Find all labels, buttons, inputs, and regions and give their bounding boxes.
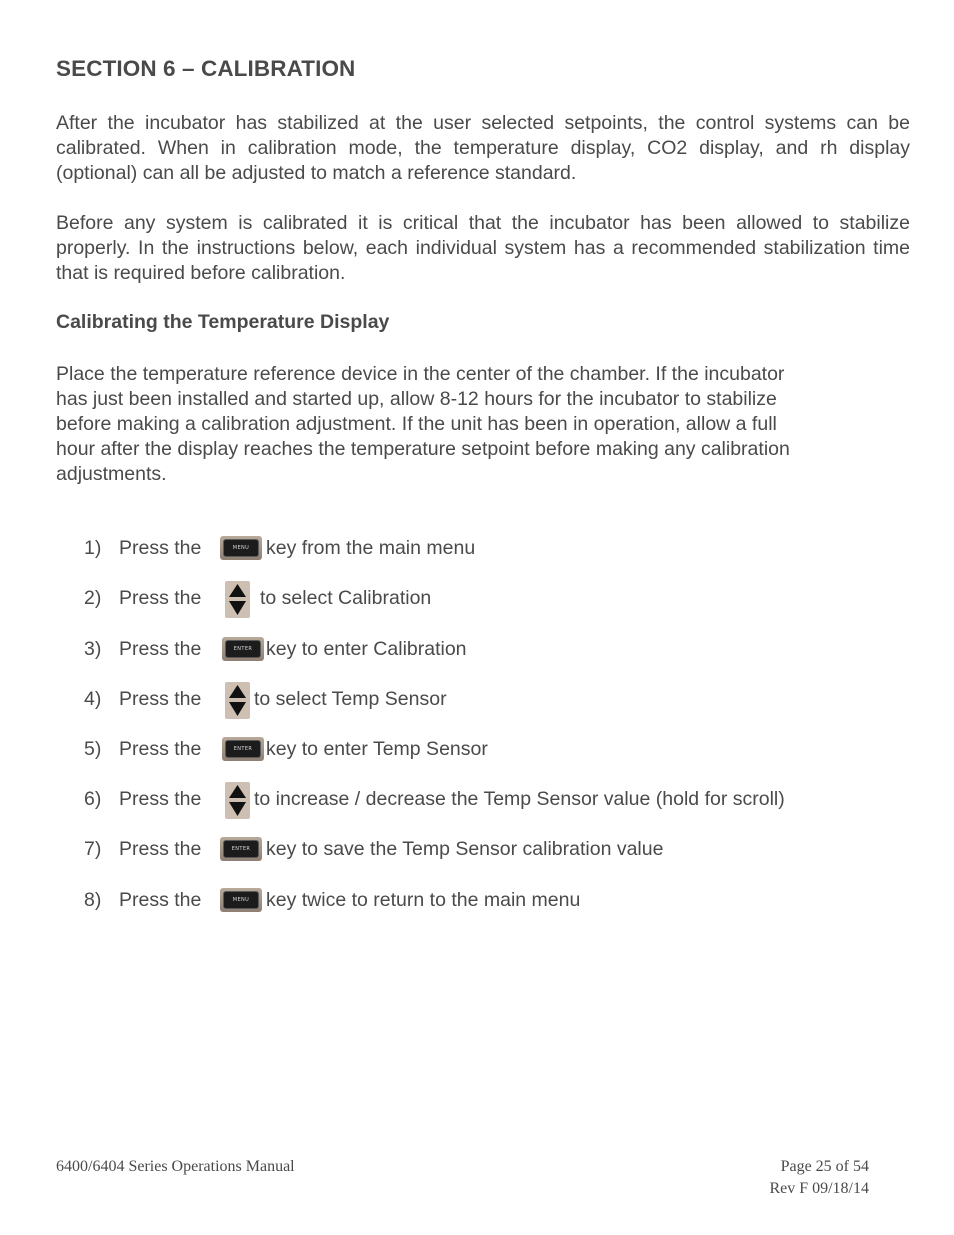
- up-down-arrow-icon: [225, 682, 250, 719]
- placement-line-5: adjustments.: [56, 463, 167, 485]
- step-text: key twice to return to the main menu: [266, 889, 581, 911]
- step-item: [0, 680, 954, 720]
- footer-page-number: Page 25 of 54: [780, 1158, 869, 1175]
- step-item: [0, 830, 954, 870]
- step-text: key to save the Temp Sensor calibration value: [266, 838, 664, 860]
- footer-manual-title: 6400/6404 Series Operations Manual: [56, 1158, 295, 1175]
- step-item: [0, 881, 954, 921]
- intro-paragraph: After the incubator has stabilized at the user selected setpoints, the control systems can be calibrated. When in calibration mode, the temperature display, CO2 display, and rh display (optional) can all be adjusted to match a reference standard.: [56, 112, 910, 184]
- step-number: 3): [84, 638, 102, 660]
- menu-key-icon: [220, 536, 262, 560]
- enter-key-icon: [220, 837, 262, 861]
- step-number: 1): [84, 537, 102, 559]
- stabilize-paragraph: Before any system is calibrated it is critical that the incubator has been allowed to stabilize properly. In the instructions below, each individual system has a recommended stabilization time that is required before calibration.: [56, 212, 910, 284]
- enter-key-icon: [222, 637, 264, 661]
- step-text: key to enter Temp Sensor: [266, 738, 488, 760]
- placement-line-1: Place the temperature reference device in the center of the chamber. If the incubator: [56, 363, 785, 385]
- section-title: SECTION 6 – CALIBRATION: [56, 56, 356, 81]
- placement-line-2: has just been installed and started up, allow 8-12 hours for the incubator to stabilize: [56, 388, 777, 410]
- up-down-arrow-icon: [225, 782, 250, 819]
- step-number: 4): [84, 688, 102, 710]
- enter-key-label: ENTER: [233, 746, 253, 752]
- placement-line-3: before making a calibration adjustment. If the unit has been in operation, allow a full: [56, 413, 777, 435]
- step-text: to select Temp Sensor: [254, 688, 447, 710]
- step-press-label: Press the: [119, 738, 202, 760]
- step-item: [0, 529, 954, 569]
- step-item: [0, 730, 954, 770]
- step-item: [0, 780, 954, 820]
- menu-key-label: MENU: [232, 897, 250, 903]
- enter-key-icon: [222, 737, 264, 761]
- step-press-label: Press the: [119, 838, 202, 860]
- menu-key-label: MENU: [232, 545, 250, 551]
- step-item: [0, 579, 954, 619]
- footer-revision: Rev F 09/18/14: [769, 1180, 869, 1197]
- step-press-label: Press the: [119, 688, 202, 710]
- subsection-title: Calibrating the Temperature Display: [56, 311, 390, 333]
- menu-key-icon: [220, 888, 262, 912]
- up-down-arrow-icon: [225, 581, 250, 618]
- step-text: to increase / decrease the Temp Sensor value (hold for scroll): [254, 788, 785, 810]
- step-number: 6): [84, 788, 102, 810]
- step-number: 7): [84, 838, 102, 860]
- step-text: key to enter Calibration: [266, 638, 467, 660]
- step-number: 8): [84, 889, 102, 911]
- step-text: key from the main menu: [266, 537, 476, 559]
- step-press-label: Press the: [119, 638, 202, 660]
- step-item: [0, 630, 954, 670]
- step-press-label: Press the: [119, 788, 202, 810]
- enter-key-label: ENTER: [231, 846, 251, 852]
- step-number: 5): [84, 738, 102, 760]
- placement-paragraph: [56, 362, 936, 487]
- step-press-label: Press the: [119, 587, 202, 609]
- step-text: to select Calibration: [260, 587, 432, 609]
- step-press-label: Press the: [119, 889, 202, 911]
- step-press-label: Press the: [119, 537, 202, 559]
- enter-key-label: ENTER: [233, 646, 253, 652]
- placement-line-4: hour after the display reaches the temperature setpoint before making any calibration: [56, 438, 790, 460]
- step-number: 2): [84, 587, 102, 609]
